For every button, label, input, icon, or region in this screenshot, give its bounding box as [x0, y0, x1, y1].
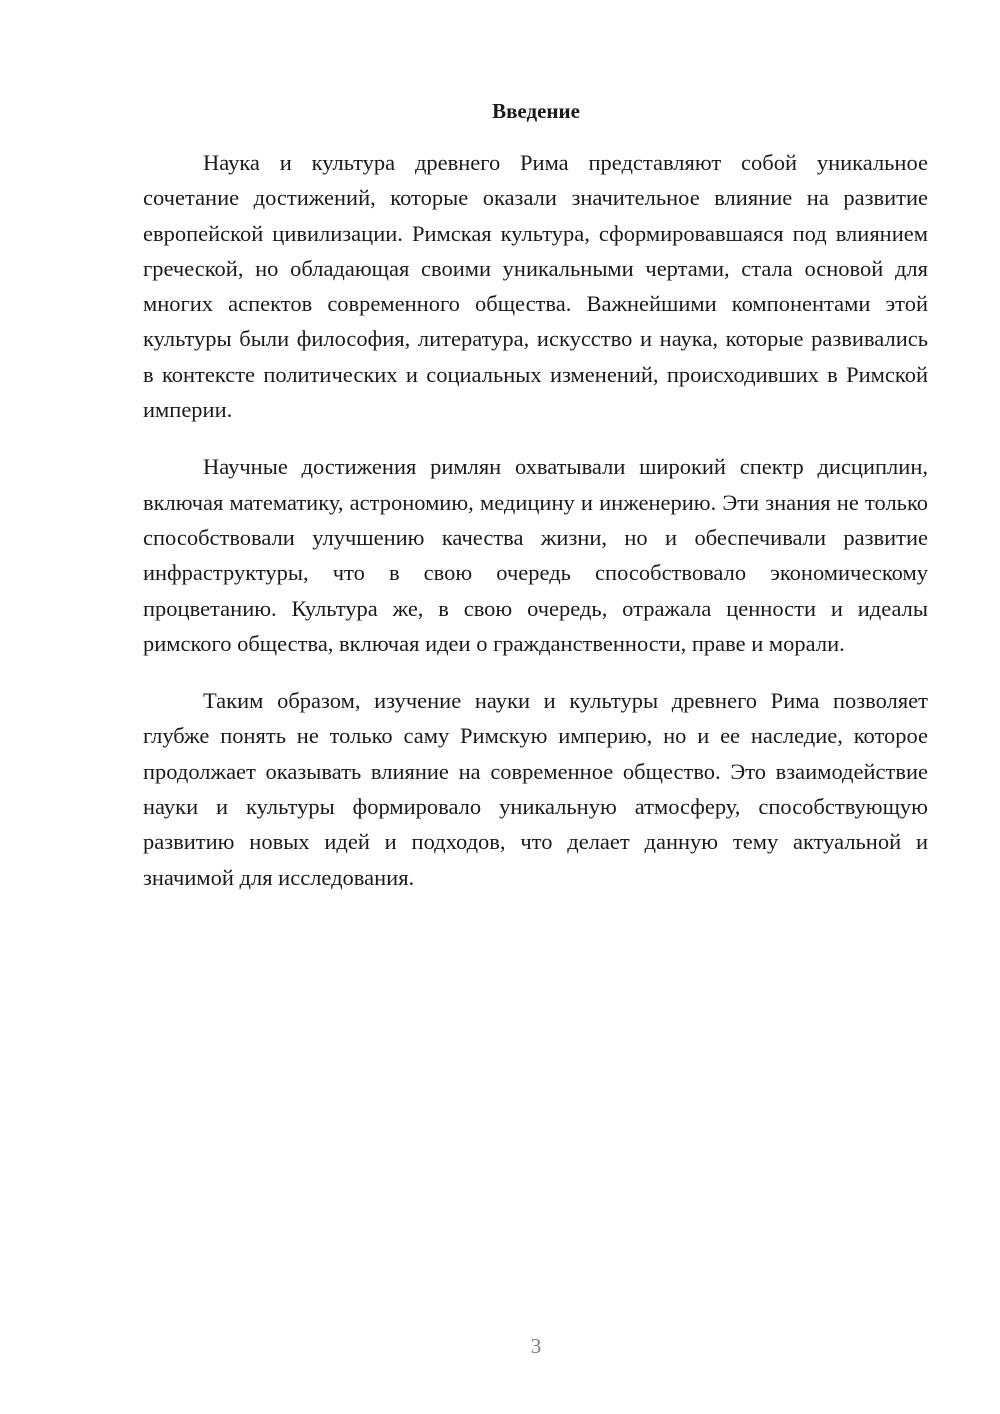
paragraph-1: Наука и культура древнего Рима представляют собой уникальное сочетание достижений, которые оказали значительное влияние на развитие европейской цивилизации. Римская культура, сформировавшаяся под влиянием греческой, но обладающая своими уникальными чертами, стала основой для многих аспектов современного общества. Важнейшими компонентами этой культуры были философия, литература, искусство и наука, которые развивались в контексте политических и социальных изменений, происходивших в Римской империи.	[143, 150, 928, 423]
page-title: Введение	[492, 99, 580, 123]
body-text	[143, 145, 928, 917]
page-number: 3	[530, 1334, 542, 1358]
paragraph-3: Таким образом, изучение науки и культуры древнего Рима позволяет глубже понять не только саму Римскую империю, но и ее наследие, которое продолжает оказывать влияние на современное общество. Это взаимодействие науки и культуры формировало уникальную атмосферу, способствующую развитию новых идей и подходов, что делает данную тему актуальной и значимой для исследования.	[143, 688, 928, 890]
paragraph-2: Научные достижения римлян охватывали широкий спектр дисциплин, включая математику, астрономию, медицину и инженерию. Эти знания не только способствовали улучшению качества жизни, но и обеспечивали развитие инфраструктуры, что в свою очередь способствовало экономическому процветанию. Культура же, в свою очередь, отражала ценности и идеалы римского общества, включая идеи о гражданственности, праве и морали.	[143, 454, 928, 656]
